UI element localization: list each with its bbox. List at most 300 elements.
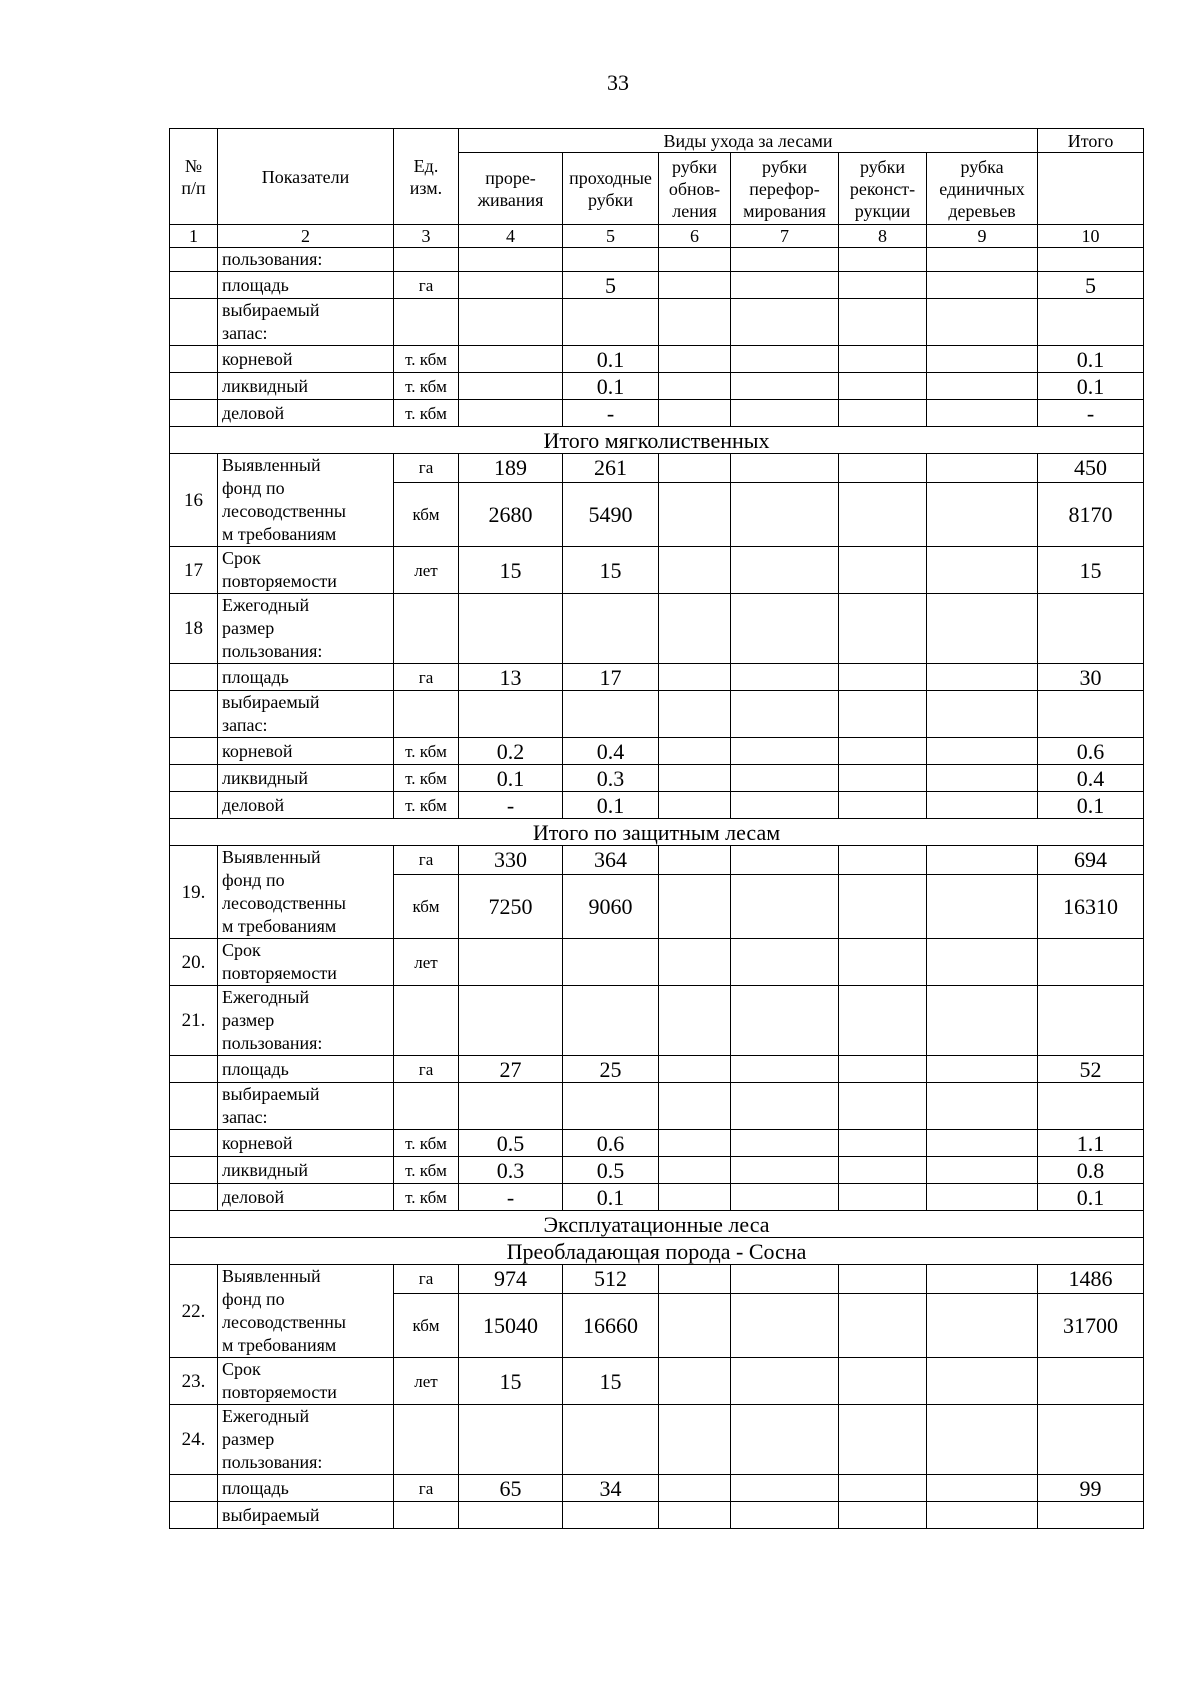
table-row [170,1502,1144,1529]
value-cell [927,691,1038,738]
value-cell [731,986,839,1056]
header-total-empty [1038,153,1144,225]
value-cell [731,1056,839,1083]
table-row [170,765,1144,792]
value-cell [731,1130,839,1157]
value-cell: 27 [459,1056,563,1083]
value-cell [839,939,927,986]
value-cell [839,373,927,400]
value-cell [659,400,731,427]
unit-cell: га [394,664,459,691]
value-cell [927,1293,1038,1357]
col-number: 4 [459,225,563,248]
unit-cell: т. кбм [394,1157,459,1184]
total-cell: 31700 [1038,1293,1144,1357]
total-cell [1038,248,1144,272]
row-number [170,248,218,272]
table-row [170,792,1144,819]
total-cell: 0.1 [1038,1184,1144,1211]
unit-cell: т. кбм [394,346,459,373]
value-cell: 0.3 [563,765,659,792]
total-cell: 30 [1038,664,1144,691]
indicator-cell: ликвидный [218,765,394,792]
row-number [170,1056,218,1083]
value-cell [839,1358,927,1405]
unit-cell [394,986,459,1056]
unit-cell: кбм [394,874,459,938]
col-number: 7 [731,225,839,248]
value-cell [839,1265,927,1294]
value-cell [731,1265,839,1294]
value-cell [459,400,563,427]
unit-cell: т. кбм [394,373,459,400]
unit-cell: т. кбм [394,1130,459,1157]
indicator-cell: Ежегодный размер пользования: [218,594,394,664]
value-cell [563,1502,659,1529]
header-type-single-trees: рубка единичных деревьев [927,153,1038,225]
unit-cell [394,691,459,738]
header-type-reformation: рубки перефор- мирования [731,153,839,225]
value-cell [927,1358,1038,1405]
unit-cell: га [394,1475,459,1502]
row-number: 22. [170,1265,218,1358]
value-cell [839,272,927,299]
value-cell: 0.1 [563,373,659,400]
value-cell [927,1475,1038,1502]
unit-cell [394,594,459,664]
value-cell [839,765,927,792]
value-cell [927,1130,1038,1157]
total-cell: 1486 [1038,1265,1144,1294]
total-cell: 8170 [1038,482,1144,546]
value-cell: 16660 [563,1293,659,1357]
row-number [170,1475,218,1502]
table-row [170,1056,1144,1083]
value-cell [659,1475,731,1502]
unit-cell: лет [394,1358,459,1405]
value-cell [563,939,659,986]
row-number [170,346,218,373]
value-cell [731,846,839,875]
value-cell [563,986,659,1056]
table-row [170,1475,1144,1502]
row-number [170,1083,218,1130]
value-cell [459,272,563,299]
total-cell [1038,691,1144,738]
indicator-cell: Ежегодный размер пользования: [218,986,394,1056]
value-cell [927,792,1038,819]
value-cell [731,299,839,346]
value-cell [659,373,731,400]
col-number: 2 [218,225,394,248]
value-cell: 25 [563,1056,659,1083]
value-cell [927,939,1038,986]
value-cell [731,1157,839,1184]
value-cell [459,1502,563,1529]
indicator-cell: деловой [218,1184,394,1211]
indicator-cell: выбираемый запас: [218,691,394,738]
value-cell [563,299,659,346]
indicator-cell: площадь [218,1475,394,1502]
header-care-types: Виды ухода за лесами [459,129,1038,153]
value-cell [839,664,927,691]
value-cell [659,1184,731,1211]
indicator-cell: выбираемый запас: [218,1083,394,1130]
col-number: 8 [839,225,927,248]
indicator-cell: ликвидный [218,1157,394,1184]
indicator-cell: Срок повторяемости [218,1358,394,1405]
value-cell: 9060 [563,874,659,938]
table-row [170,299,1144,346]
col-number: 1 [170,225,218,248]
row-number [170,373,218,400]
table-row [170,846,1144,875]
row-number: 23. [170,1358,218,1405]
value-cell [659,1056,731,1083]
value-cell [659,594,731,664]
value-cell [927,846,1038,875]
value-cell: 974 [459,1265,563,1294]
indicator-cell: Срок повторяемости [218,547,394,594]
value-cell: 0.5 [459,1130,563,1157]
header-type-thinning: проре- живания [459,153,563,225]
value-cell [731,738,839,765]
row-number [170,792,218,819]
value-cell [731,1405,839,1475]
value-cell [659,1405,731,1475]
value-cell: - [563,400,659,427]
value-cell: 261 [563,454,659,483]
value-cell: 15 [459,1358,563,1405]
unit-cell: лет [394,547,459,594]
value-cell [839,346,927,373]
header-total: Итого [1038,129,1144,153]
total-cell: 694 [1038,846,1144,875]
unit-cell: т. кбм [394,792,459,819]
indicator-cell: деловой [218,792,394,819]
table-row [170,939,1144,986]
table-body [170,248,1144,1529]
indicator-cell: Срок повторяемости [218,939,394,986]
table-row [170,664,1144,691]
indicator-cell: выбираемый запас: [218,299,394,346]
indicator-cell: площадь [218,664,394,691]
value-cell [459,346,563,373]
value-cell [659,1293,731,1357]
value-cell [731,1293,839,1357]
value-cell [659,547,731,594]
table-row [170,547,1144,594]
value-cell [659,1083,731,1130]
value-cell [731,939,839,986]
value-cell: 34 [563,1475,659,1502]
value-cell: 17 [563,664,659,691]
total-cell [1038,939,1144,986]
unit-cell: га [394,454,459,483]
header-type-reconstruction: рубки реконст- рукции [839,153,927,225]
unit-cell: га [394,846,459,875]
row-number [170,1130,218,1157]
section-row [170,1211,1144,1238]
unit-cell [394,1405,459,1475]
header-indicator: Показатели [218,129,394,225]
total-cell: 16310 [1038,874,1144,938]
value-cell [839,1157,927,1184]
row-number [170,1157,218,1184]
value-cell [839,1405,927,1475]
value-cell [839,594,927,664]
unit-cell: кбм [394,482,459,546]
value-cell [659,738,731,765]
forest-care-table [169,128,1144,1529]
value-cell [731,346,839,373]
value-cell [659,792,731,819]
value-cell: 15 [563,1358,659,1405]
row-number: 18 [170,594,218,664]
value-cell [927,272,1038,299]
section-row [170,427,1144,454]
value-cell [459,248,563,272]
section-title: Эксплуатационные леса [170,1211,1144,1238]
value-cell [731,1502,839,1529]
table-row [170,454,1144,483]
value-cell [839,1083,927,1130]
value-cell [731,373,839,400]
unit-cell [394,299,459,346]
value-cell [731,691,839,738]
unit-cell: т. кбм [394,738,459,765]
value-cell: 0.2 [459,738,563,765]
row-number [170,691,218,738]
value-cell [839,299,927,346]
table-row [170,1130,1144,1157]
value-cell [459,299,563,346]
value-cell [563,1405,659,1475]
total-cell [1038,1083,1144,1130]
value-cell [659,272,731,299]
value-cell [839,482,927,546]
value-cell [927,1056,1038,1083]
table-row [170,1265,1144,1294]
value-cell [459,1405,563,1475]
row-number [170,738,218,765]
value-cell [459,594,563,664]
value-cell [659,1130,731,1157]
total-cell [1038,299,1144,346]
value-cell [927,765,1038,792]
unit-cell: га [394,1265,459,1294]
table-row [170,346,1144,373]
row-number [170,1502,218,1529]
value-cell [659,986,731,1056]
section-row [170,1238,1144,1265]
value-cell: 189 [459,454,563,483]
value-cell [659,874,731,938]
table-row [170,691,1144,738]
value-cell [927,1265,1038,1294]
value-cell [839,738,927,765]
value-cell: 364 [563,846,659,875]
value-cell: 0.4 [563,738,659,765]
value-cell [839,1184,927,1211]
total-cell [1038,1358,1144,1405]
indicator-cell: корневой [218,346,394,373]
unit-cell: га [394,272,459,299]
indicator-cell: выбираемый [218,1502,394,1529]
value-cell [731,547,839,594]
value-cell [563,691,659,738]
total-cell [1038,1502,1144,1529]
value-cell [731,1184,839,1211]
value-cell [927,1184,1038,1211]
indicator-cell: Выявленный фонд по лесоводственны м требованиям [218,846,394,939]
indicator-cell: корневой [218,1130,394,1157]
value-cell [659,1502,731,1529]
value-cell [459,939,563,986]
unit-cell: т. кбм [394,765,459,792]
value-cell [659,248,731,272]
value-cell [927,738,1038,765]
value-cell [927,874,1038,938]
value-cell: 5 [563,272,659,299]
value-cell [563,594,659,664]
value-cell: 0.3 [459,1157,563,1184]
table-row [170,1358,1144,1405]
table-row [170,248,1144,272]
row-number: 17 [170,547,218,594]
value-cell [839,1502,927,1529]
value-cell [659,299,731,346]
value-cell [839,691,927,738]
row-number [170,1184,218,1211]
unit-cell [394,1502,459,1529]
value-cell [459,691,563,738]
value-cell [927,986,1038,1056]
value-cell [839,986,927,1056]
total-cell: 0.1 [1038,346,1144,373]
table-header [170,129,1144,248]
value-cell [839,846,927,875]
value-cell: 512 [563,1265,659,1294]
value-cell: 15 [563,547,659,594]
value-cell [927,299,1038,346]
value-cell: 7250 [459,874,563,938]
value-cell: 0.1 [459,765,563,792]
value-cell: 13 [459,664,563,691]
unit-cell: га [394,1056,459,1083]
total-cell [1038,594,1144,664]
value-cell [659,765,731,792]
value-cell [927,482,1038,546]
row-number [170,400,218,427]
value-cell [839,1056,927,1083]
col-number: 6 [659,225,731,248]
col-number: 9 [927,225,1038,248]
total-cell: - [1038,400,1144,427]
value-cell [927,547,1038,594]
value-cell [927,1157,1038,1184]
col-number: 3 [394,225,459,248]
unit-cell [394,248,459,272]
value-cell: 65 [459,1475,563,1502]
row-number: 19. [170,846,218,939]
value-cell: 0.1 [563,1184,659,1211]
section-title: Преобладающая порода - Сосна [170,1238,1144,1265]
page-number: 33 [607,70,629,95]
value-cell [839,1130,927,1157]
total-cell: 0.8 [1038,1157,1144,1184]
indicator-cell: площадь [218,272,394,299]
value-cell [839,1293,927,1357]
value-cell [659,846,731,875]
total-cell: 1.1 [1038,1130,1144,1157]
value-cell [659,1265,731,1294]
table-row [170,738,1144,765]
value-cell: 2680 [459,482,563,546]
value-cell [927,1405,1038,1475]
col-number: 5 [563,225,659,248]
value-cell: 0.1 [563,346,659,373]
value-cell [459,986,563,1056]
value-cell [659,1358,731,1405]
table-row [170,400,1144,427]
value-cell [659,1157,731,1184]
row-number: 24. [170,1405,218,1475]
value-cell [731,594,839,664]
value-cell [731,1358,839,1405]
total-cell [1038,986,1144,1056]
value-cell: 0.1 [563,792,659,819]
row-number [170,765,218,792]
indicator-cell: Выявленный фонд по лесоводственны м требованиям [218,454,394,547]
value-cell [839,1475,927,1502]
value-cell [659,691,731,738]
value-cell [927,664,1038,691]
total-cell: 0.1 [1038,792,1144,819]
value-cell [459,1083,563,1130]
value-cell: 15040 [459,1293,563,1357]
value-cell [659,346,731,373]
total-cell: 450 [1038,454,1144,483]
total-cell: 5 [1038,272,1144,299]
total-cell: 0.1 [1038,373,1144,400]
value-cell [927,346,1038,373]
value-cell [927,248,1038,272]
value-cell [731,874,839,938]
total-cell: 99 [1038,1475,1144,1502]
row-number [170,664,218,691]
value-cell [459,373,563,400]
total-cell: 52 [1038,1056,1144,1083]
value-cell [731,272,839,299]
value-cell: 5490 [563,482,659,546]
header-type-renewal: рубки обнов- ления [659,153,731,225]
value-cell [659,664,731,691]
value-cell: - [459,792,563,819]
unit-cell: т. кбм [394,1184,459,1211]
indicator-cell: корневой [218,738,394,765]
value-cell [927,454,1038,483]
value-cell [731,400,839,427]
value-cell: 330 [459,846,563,875]
value-cell [927,1083,1038,1130]
value-cell: - [459,1184,563,1211]
header-unit: Ед. изм. [394,129,459,225]
indicator-cell: Выявленный фонд по лесоводственны м требованиям [218,1265,394,1358]
value-cell [839,874,927,938]
header-num: № п/п [170,129,218,225]
row-number: 16 [170,454,218,547]
